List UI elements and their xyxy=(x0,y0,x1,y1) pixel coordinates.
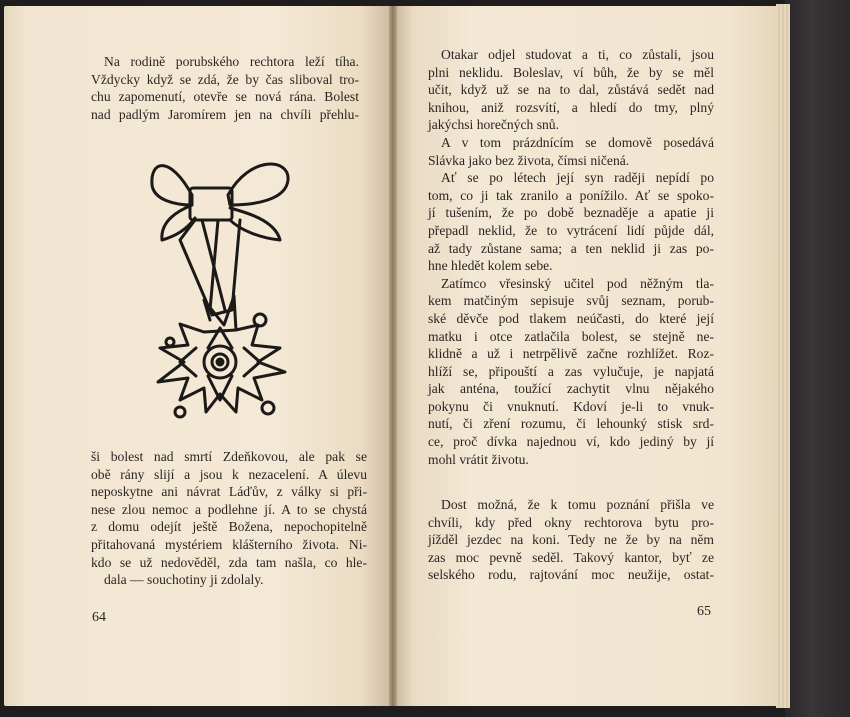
text-line: pokynu či vnuknutí. Kdoví je-li to vnuk- xyxy=(428,398,714,414)
text-line: plni neklidu. Boleslav, ví bůh, že by se měl xyxy=(428,64,714,80)
text-line: přepadl neklid, že to vytrácení lidí půjde dál, xyxy=(428,222,714,238)
text-line: chvíli, kdy před okny rechtorova bytu pro- xyxy=(428,514,714,530)
text-line: A v tom prázdnícím se domově posedává xyxy=(441,134,714,150)
text-line: nad padlým Jaromírem jen na chvíli přehlu- xyxy=(91,106,359,122)
text-line: nutí, či zření rozumu, či lehounký stisk srd- xyxy=(428,416,714,432)
right-top-paragraphs xyxy=(428,46,714,468)
text-line: ce, proč dívka najednou ví, kdo jediný by jí xyxy=(428,434,714,450)
text-line: Zatímco vřesinský učitel pod něžným tla- xyxy=(441,275,714,291)
text-line: dala — souchotiny ji zdolaly. xyxy=(104,572,264,588)
text-line: až tady zůstane sama; a ten neklid ji zas po- xyxy=(428,240,714,256)
left-top-paragraph xyxy=(91,53,359,123)
text-line: ské děvče pod tlakem neúčasti, do které její xyxy=(428,310,714,326)
text-line: kem matčiným sepisuje svůj seznam, porub- xyxy=(428,293,714,309)
medal-with-ribbon-drawing xyxy=(140,150,310,435)
text-line: z domu odejít ještě Božena, nepochopitelně xyxy=(91,519,367,535)
text-line: jí tušením, že po době beznaděje a apatie ji xyxy=(428,205,714,221)
text-line: Slávka jako bez života, čímsi ničená. xyxy=(428,152,630,168)
text-line: jížděl jezdec na koni. Tedy ne že by na něm xyxy=(428,532,714,548)
text-line: tom, co ji tak zranilo a ponížilo. Ať se spoko- xyxy=(428,187,714,203)
text-line: ši bolest nad smrtí Zdeňkovou, ale pak se xyxy=(91,449,367,464)
text-line: přitahovaná mystériem klášterního života. Ni- xyxy=(91,536,367,552)
text-line: matku i otce zatlačila bolest, se stejně ne- xyxy=(428,328,714,344)
text-line: hlíží se, připouští a zas vylučuje, je napjatá xyxy=(428,363,714,379)
page-edges xyxy=(776,4,790,708)
text-line: knihou, aniž rozsvítí, a hledí do tmy, plný xyxy=(428,99,714,115)
left-bottom-paragraph xyxy=(91,448,367,589)
page-number-right: 65 xyxy=(697,604,711,619)
text-line: obě rány slijí a jsou k nezacelení. A úlevu xyxy=(91,466,367,482)
text-line: Dost možná, že k tomu poznání přišla ve xyxy=(441,497,714,512)
text-line: Vždycky když se zdá, že by čas sliboval tro- xyxy=(91,71,359,87)
text-line: nese zlou nemoc a podlehne jí. A to se chystá xyxy=(91,501,367,517)
background-edge xyxy=(785,0,850,717)
right-bottom-paragraph xyxy=(428,496,714,584)
text-line: Ať se po létech její syn raději nepídí po xyxy=(441,170,714,186)
text-line: Otakar odjel studovat a ti, co zůstali, jsou xyxy=(441,47,714,62)
text-line: hne hledět kolem sebe. xyxy=(428,258,553,274)
text-line: zas moc pevně seděl. Takový kantor, byť ze xyxy=(428,549,714,565)
text-line: učit, když už se na to dal, zůstává sedět nad xyxy=(428,82,714,98)
text-line: neposkytne ani návrat Láďův, z války si při- xyxy=(91,484,367,500)
book-gutter xyxy=(389,6,397,706)
text-line: chu zapomenutí, otevře se nová rána. Bolest xyxy=(91,89,359,105)
text-line: klidně a už i netrpělivě začne rozhlížet. Roz- xyxy=(428,346,714,362)
text-line: selského rodu, rajtování moc neužije, ostat- xyxy=(428,567,714,583)
text-line: kdo se už nedověděl, zda tam našla, co hle- xyxy=(91,554,367,570)
text-line: Na rodině porubského rechtora leží tíha. xyxy=(104,54,359,69)
page-number-left: 64 xyxy=(92,610,106,625)
text-line: mohl vrátit životu. xyxy=(428,451,529,467)
text-line: jak anténa, toužící zachytit vlnu nějakého xyxy=(428,381,714,397)
text-line: jakýchsi horečných snů. xyxy=(428,117,559,133)
